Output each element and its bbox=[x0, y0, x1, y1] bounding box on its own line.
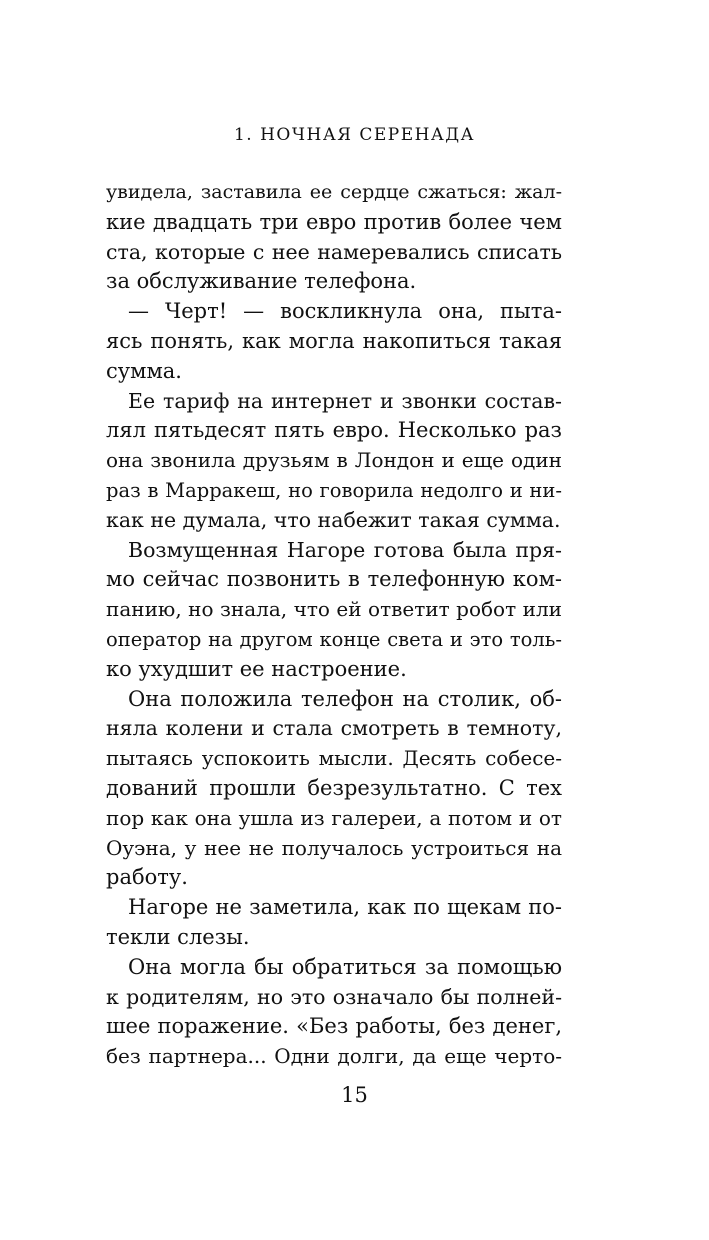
text-line: как не думала, что набежит такая сумма. bbox=[106, 507, 561, 532]
text-line: раз в Марракеш, но говорила недолго и ни- bbox=[106, 478, 562, 502]
text-line: без партнера... Одни долги, да еще черто- bbox=[106, 1044, 562, 1069]
text-line: пор как она ушла из галереи, а потом и от bbox=[106, 805, 562, 830]
text-line: ко ухудшит ее настроение. bbox=[106, 656, 407, 681]
text-line: Ее тариф на интернет и звонки состав- bbox=[128, 388, 562, 413]
text-line: шее поражение. «Без работы, без денег, bbox=[106, 1014, 562, 1039]
text-line: няла колени и стала смотреть в темноту, bbox=[106, 716, 562, 741]
text-line: текли слезы. bbox=[106, 924, 250, 949]
text-line: Оуэна, у нее не получалось устроиться на bbox=[106, 835, 562, 860]
text-line: Она могла бы обратиться за помощью bbox=[128, 954, 562, 979]
text-line: Она положила телефон на столик, об- bbox=[128, 686, 562, 711]
text-line: за обслуживание телефона. bbox=[106, 269, 417, 294]
text-line: ясь понять, как могла накопиться такая bbox=[106, 328, 562, 353]
text-line: дований прошли безрезультатно. С тех bbox=[106, 775, 562, 800]
text-line: лял пятьдесят пять евро. Несколько раз bbox=[106, 418, 562, 443]
text-line: пытаясь успокоить мысли. Десять собесе- bbox=[106, 746, 562, 771]
text-line: увидела, заставила ее сердце сжаться: жал- bbox=[106, 181, 562, 203]
text-line: Нагоре не заметила, как по щекам по- bbox=[128, 895, 562, 920]
running-head: 1. НОЧНАЯ СЕРЕНАДА bbox=[233, 125, 476, 145]
text-line: к родителям, но это означало бы полней- bbox=[106, 984, 562, 1009]
text-line: ста, которые с нее намеревались списать bbox=[106, 239, 562, 264]
page-number: 15 bbox=[341, 1083, 368, 1107]
text-line: Возмущенная Нагоре готова была пря- bbox=[128, 537, 562, 562]
text-line: кие двадцать три евро против более чем bbox=[106, 209, 562, 234]
body-text bbox=[106, 178, 562, 1072]
text-line: панию, но знала, что ей ответит робот или bbox=[106, 597, 562, 622]
text-line: оператор на другом конце света и это толь- bbox=[106, 627, 562, 651]
text-line: мо сейчас позвонить в телефонную ком- bbox=[106, 567, 562, 592]
text-line: она звонила друзьям в Лондон и еще один bbox=[106, 448, 562, 473]
text-line: сумма. bbox=[106, 358, 182, 383]
text-line: — Черт! — воскликнула она, пыта- bbox=[128, 299, 562, 324]
text-line: работу. bbox=[106, 865, 188, 890]
